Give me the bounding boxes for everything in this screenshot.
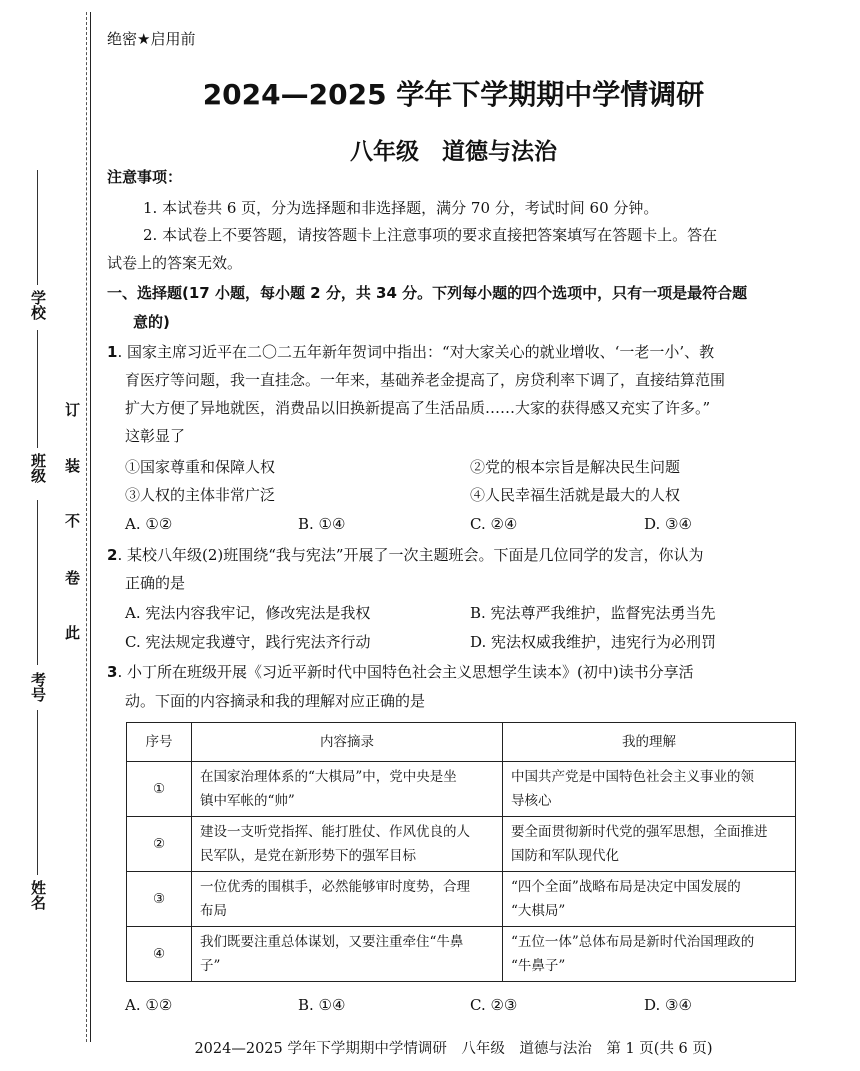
question-1-line-1 — [107, 339, 714, 366]
row-no: ③ — [127, 872, 192, 927]
q2-option-a: A. 宪法内容我牢记，修改宪法是我权 — [125, 604, 371, 622]
q1-option-d: D. ③④ — [644, 515, 692, 533]
q2-option-c: C. 宪法规定我遵守，践行宪法齐行动 — [125, 633, 371, 651]
excerpt-line: 镇中军帐的“帅” — [200, 793, 295, 809]
row-understanding — [503, 762, 796, 817]
q1-statement-3: ③人权的主体非常广泛 — [125, 486, 276, 504]
row-excerpt — [192, 762, 503, 817]
section-heading-line-2: 意的) — [133, 313, 170, 331]
row-no: ① — [127, 762, 192, 817]
q1-option-b: B. ①④ — [298, 515, 346, 533]
name-blank — [37, 710, 38, 875]
question-2-line-2: 正确的是 — [125, 574, 186, 592]
excerpt-line: 一位优秀的围棋手，必然能够审时度势，合理 — [200, 879, 470, 895]
notes-heading: 注意事项： — [107, 168, 183, 186]
row-no: ② — [127, 817, 192, 872]
row-understanding — [503, 817, 796, 872]
row-excerpt — [192, 872, 503, 927]
binding-line — [90, 12, 91, 1042]
question-text: . 某校八年级(2)班围绕“我与宪法”开展了一次主题班会。下面是几位同学的发言，你认为 — [117, 546, 704, 564]
question-number: 3 — [107, 663, 118, 681]
question-1-line-4: 这彰显了 — [125, 427, 186, 445]
q1-option-c: C. ②④ — [470, 515, 518, 533]
q2-option-b: B. 宪法尊严我维护，监督宪法勇当先 — [470, 604, 716, 622]
question-number: 1 — [107, 343, 118, 361]
understanding-line: 导核心 — [511, 793, 552, 809]
q3-option-a: A. ①② — [125, 996, 173, 1014]
understanding-line: “四个全面”战略布局是决定中国发展的 — [511, 879, 741, 895]
q1-statement-4: ④人民幸福生活就是最大的人权 — [470, 486, 681, 504]
table-header-row — [127, 723, 796, 762]
seal-dashed-line — [86, 12, 87, 1042]
seal-char-4: 卷 — [63, 570, 81, 585]
q1-statement-2: ②党的根本宗旨是解决民生问题 — [470, 458, 681, 476]
question-number: 2 — [107, 546, 118, 564]
q3-option-d: D. ③④ — [644, 996, 692, 1014]
seal-char-1: 订 — [63, 402, 81, 417]
understanding-line: “牛鼻子” — [511, 958, 566, 974]
excerpt-line: 子” — [200, 958, 221, 974]
row-no: ④ — [127, 927, 192, 982]
understanding-line: 要全面贯彻新时代党的强军思想，全面推进 — [511, 824, 768, 840]
seal-char-5: 此 — [63, 625, 81, 640]
table-header-excerpt: 内容摘录 — [192, 723, 503, 762]
question-2-line-1 — [107, 542, 704, 569]
row-excerpt — [192, 927, 503, 982]
excerpt-line: 布局 — [200, 903, 227, 919]
name-label: 姓名 — [29, 880, 47, 910]
excerpt-line: 民军队，是党在新形势下的强军目标 — [200, 848, 416, 864]
confidential-mark: 绝密★启用前 — [107, 30, 196, 48]
understanding-line: 国防和军队现代化 — [511, 848, 619, 864]
seal-char-2: 装 — [63, 458, 81, 473]
table-header-no: 序号 — [127, 723, 192, 762]
school-blank — [37, 170, 38, 285]
q3-option-c: C. ②③ — [470, 996, 518, 1014]
seal-char-3: 不 — [63, 513, 81, 528]
question-1-line-2: 育医疗等问题，我一直挂念。一年来，基础养老金提高了，房贷利率下调了，直接结算范围 — [125, 371, 726, 389]
exam-title: 2024—2025 学年下学期期中学情调研 — [202, 78, 705, 111]
question-1-line-3: 扩大方便了异地就医，消费品以旧换新提高了生活品质……大家的获得感又充实了许多。” — [125, 399, 711, 417]
class-blank — [37, 330, 38, 448]
exam-subtitle: 八年级 道德与法治 — [350, 139, 557, 165]
table-row — [127, 762, 796, 817]
understanding-line: “五位一体”总体布局是新时代治国理政的 — [511, 934, 755, 950]
notes-item-1: 1. 本试卷共 6 页，分为选择题和非选择题，满分 70 分，考试时间 60 分钟。 — [143, 199, 659, 217]
understanding-line: “大棋局” — [511, 903, 566, 919]
school-label: 学校 — [29, 290, 47, 320]
table-row — [127, 872, 796, 927]
table-row — [127, 927, 796, 982]
notes-item-2-line-1: 2. 本试卷上不要答题，请按答题卡上注意事项的要求直接把答案填写在答题卡上。答在 — [143, 226, 718, 244]
row-understanding — [503, 927, 796, 982]
notes-item-2-line-2: 试卷上的答案无效。 — [107, 254, 243, 272]
question-3-line-1 — [107, 659, 694, 686]
excerpt-line: 建设一支听党指挥、能打胜仗、作风优良的人 — [200, 824, 470, 840]
section-heading-line-1: 一、选择题(17 小题，每小题 2 分，共 34 分。下列每小题的四个选项中，只有一项是最符合题 — [107, 284, 748, 302]
question-text: . 国家主席习近平在二〇二五年新年贺词中指出：“对大家关心的就业增收、‘一老一小’、教 — [117, 343, 715, 361]
question-text: . 小丁所在班级开展《习近平新时代中国特色社会主义思想学生读本》(初中)读书分享活 — [117, 663, 694, 681]
q3-table — [126, 722, 796, 982]
understanding-line: 中国共产党是中国特色社会主义事业的领 — [511, 769, 754, 785]
class-label: 班级 — [29, 453, 47, 483]
q3-option-b: B. ①④ — [298, 996, 346, 1014]
row-understanding — [503, 872, 796, 927]
exam-no-label: 考号 — [29, 672, 47, 702]
q1-statement-1: ①国家尊重和保障人权 — [125, 458, 276, 476]
q2-option-d: D. 宪法权威我维护，违宪行为必刑罚 — [470, 633, 717, 651]
table-header-understanding: 我的理解 — [503, 723, 796, 762]
q1-option-a: A. ①② — [125, 515, 173, 533]
table-row — [127, 817, 796, 872]
question-3-line-2: 动。下面的内容摘录和我的理解对应正确的是 — [125, 692, 426, 710]
excerpt-line: 在国家治理体系的“大棋局”中，党中央是坐 — [200, 769, 457, 785]
exam-no-blank — [37, 500, 38, 665]
page-footer: 2024—2025 学年下学期期中学情调研 八年级 道德与法治 第 1 页(共 6 页) — [194, 1041, 713, 1057]
row-excerpt — [192, 817, 503, 872]
excerpt-line: 我们既要注重总体谋划，又要注重牵住“牛鼻 — [200, 934, 464, 950]
